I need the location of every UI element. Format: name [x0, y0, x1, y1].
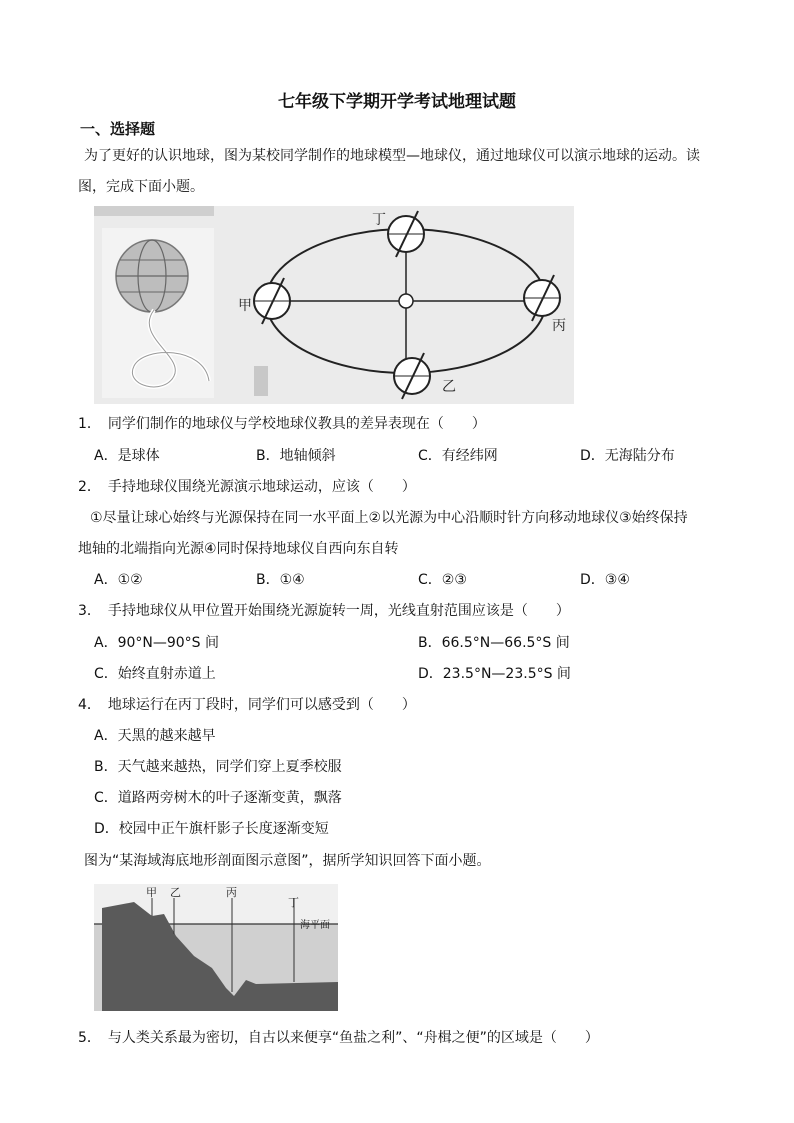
question-5-stem: 5． 与人类关系最为密切，自古以来便享“鱼盐之利”、“舟楫之便”的区域是（ ）	[78, 1030, 599, 1046]
question-2-detail-line-1: ①尽量让球心始终与光源保持在同一水平面上②以光源为中心沿顺时针方向移动地球仪③始终保持	[90, 510, 688, 526]
q1-option-b[interactable]: B．地轴倾斜	[256, 448, 336, 464]
q2-option-d[interactable]: D．③④	[580, 572, 630, 588]
q3-option-b[interactable]: B．66.5°N—66.5°S 间	[418, 635, 570, 651]
seabed-label-jia: 甲	[146, 886, 157, 899]
figure-orbit-diagram	[94, 206, 574, 404]
q3-option-a[interactable]: A．90°N—90°S 间	[94, 635, 220, 651]
intro-paragraph-line-2: 图，完成下面小题。	[78, 179, 204, 195]
q4-option-d[interactable]: D．校园中正午旗杆影子长度逐渐变短	[94, 821, 329, 837]
sea-level-label: 海平面	[300, 920, 330, 931]
q2-option-a[interactable]: A．①②	[94, 572, 143, 588]
figure-seabed-profile	[94, 884, 338, 1011]
globe-model-photo	[102, 228, 214, 398]
label-ding: 丁	[372, 212, 386, 228]
question-2-detail-line-2: 地轴的北端指向光源④同时保持地球仪自西向东自转	[78, 541, 399, 557]
label-jia: 甲	[238, 298, 252, 314]
section-heading: 一、选择题	[80, 120, 156, 138]
question-3-stem: 3． 手持地球仪从甲位置开始围绕光源旋转一周，光线直射范围应该是（ ）	[78, 603, 570, 619]
seabed-label-ding: 丁	[288, 896, 299, 909]
q3-option-c[interactable]: C．始终直射赤道上	[94, 666, 216, 682]
intro-paragraph-2: 图为“某海域海底地形剖面图示意图”，据所学知识回答下面小题。	[84, 853, 491, 869]
seabed-label-yi: 乙	[170, 886, 181, 899]
seabed-label-bing: 丙	[226, 886, 237, 899]
intro-paragraph-line-1: 为了更好的认识地球，图为某校同学制作的地球模型—地球仪，通过地球仪可以演示地球的运动。读	[84, 148, 700, 164]
label-bing: 丙	[552, 318, 566, 334]
q2-option-b[interactable]: B．①④	[256, 572, 305, 588]
q1-option-c[interactable]: C．有经纬网	[418, 448, 498, 464]
label-yi: 乙	[442, 379, 456, 395]
q4-option-a[interactable]: A．天黑的越来越早	[94, 728, 216, 744]
question-2-stem: 2． 手持地球仪围绕光源演示地球运动，应该（ ）	[78, 479, 416, 495]
question-1-stem: 1． 同学们制作的地球仪与学校地球仪教具的差异表现在（ ）	[78, 416, 486, 432]
q1-option-a[interactable]: A．是球体	[94, 448, 160, 464]
q4-option-b[interactable]: B．天气越来越热，同学们穿上夏季校服	[94, 759, 342, 775]
q2-option-c[interactable]: C．②③	[418, 572, 467, 588]
q1-option-d[interactable]: D．无海陆分布	[580, 448, 675, 464]
q3-option-d[interactable]: D．23.5°N—23.5°S 间	[418, 666, 571, 682]
page-title: 七年级下学期开学考试地理试题	[278, 92, 516, 112]
q4-option-c[interactable]: C．道路两旁树木的叶子逐渐变黄，飘落	[94, 790, 342, 806]
question-4-stem: 4． 地球运行在丙丁段时，同学们可以感受到（ ）	[78, 697, 416, 713]
